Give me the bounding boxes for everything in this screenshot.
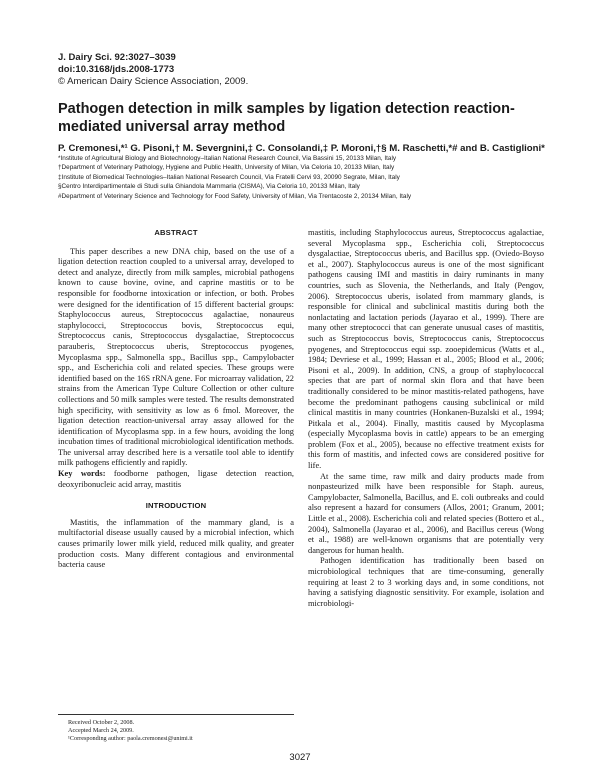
doi[interactable]: doi:10.3168/jds.2008-1773 bbox=[58, 64, 175, 75]
author-list: P. Cremonesi,*¹ G. Pisoni,† M. Severgnini,‡ C. Consolandi,‡ P. Moroni,†§ M. Raschetti,*# and B. Castiglioni* bbox=[58, 143, 545, 154]
affiliation: †Department of Veterinary Pathology, Hygiene and Public Health, University of Milan, Via Celoria 10, 20133 Milan, Italy bbox=[58, 164, 395, 172]
affiliation: *Institute of Agricultural Biology and Biotechnology–Italian National Research Council, Via Bassini 15, 20133 Milan, Italy bbox=[58, 155, 397, 162]
introduction-heading: INTRODUCTION bbox=[145, 501, 207, 511]
affiliations bbox=[58, 154, 578, 201]
abstract-text: This paper describes a new DNA chip, based on the use of a ligation detection reaction coupled to a universal array, developed to detect and analyze, directly from milk samples, microbial pathogens known to cause bovine, ovine, and caprine mastitis or to be responsible for foodborne intoxication or infection, or both. Probes were designed for the identification of 15 different bacterial groups: Staphylococcus aureus, Streptococcus agalactiae, nonaureus staphylococci, Streptococcus bovis, Streptococcus equi, Streptococcus canis, Streptococcus dysgalactiae, Streptococcus parauberis, Streptococcus uberis, Streptococcus pyogenes, Mycoplasma spp., Salmonella spp., Bacillus spp., Campylobacter spp., and Escherichia coli and related species. These groups were identified based on the 16S rRNA gene. For microarray validation, 22 strains from the American Type Culture Collection or other culture collections and 50 milk samples were tested. The results demonstrated high specificity, with sensitivity as low as 6 fmol. Moreover, the ligation detection reaction-universal array assay allowed for the identification of Mycoplasma spp. in a few hours, avoiding the long incubation times of traditional microbiological identification methods. The universal array described here is a versatile tool able to identify milk pathogens efficiently and rapidly. bbox=[58, 246, 294, 468]
affiliation: §Centro Interdipartimentale di Studi sulla Ghiandola Mammaria (CISMA), Via Celoria 10, 20133 Milan, Italy bbox=[58, 183, 360, 191]
body-paragraph: At the same time, raw milk and dairy products made from nonpasteurized milk have been responsible for Staph. aureus, Campylobacter, Salmonella, Bacillus, and E. coli outbreaks and could also represent a hazard for consumers (Allos, 2001; Granum, 2001; Little et al., 2008). Escherichia coli and related species (Bottero et al., 2004), Salmonella (Jayarao et al., 2006), and Bacillus cereus (Wong et al., 1988) are well-known organisms that are potentially very dangerous for human health. bbox=[308, 471, 544, 555]
left-column bbox=[58, 228, 294, 571]
keywords bbox=[58, 469, 294, 490]
paper-title: Pathogen detection in milk samples by ligation detection reaction-mediated universal array method bbox=[58, 101, 515, 135]
accepted-date: Accepted March 24, 2009. bbox=[68, 727, 134, 735]
journal-reference: J. Dairy Sci. 92:3027–3039 bbox=[58, 52, 176, 63]
keywords-label: Key words: bbox=[58, 469, 106, 479]
journal-header bbox=[58, 52, 248, 88]
affiliation: #Department of Veterinary Science and Technology for Food Safety, University of Milan, Via Trentacoste 2, 20134 Milan, Italy bbox=[58, 192, 412, 200]
corresponding-author[interactable]: ¹Corresponding author: paola.cremonesi@unimi.it bbox=[68, 735, 193, 743]
received-date: Received October 2, 2008. bbox=[68, 719, 135, 726]
page-number: 3027 bbox=[289, 752, 311, 763]
right-column bbox=[308, 228, 544, 609]
introduction-text: Mastitis, the inflammation of the mammary gland, is a multifactorial disease usually caused by a microbial infection, which causes primarily lower milk yield, reduced milk quality, and greater production costs. Many different contagious and environmental bacteria cause bbox=[58, 517, 294, 570]
keywords-list: foodborne pathogen, ligase detection reaction, deoxyribonucleic acid array, mastitis bbox=[58, 469, 295, 489]
copyright: © American Dairy Science Association, 2009. bbox=[58, 76, 249, 87]
footnotes bbox=[58, 714, 294, 744]
body-paragraph: Pathogen identification has traditionally been based on microbiological techniques that are time-consuming, generally requiring at least 2 to 3 working days and, in some conditions, not having a satisfying diagnostic sensitivity. For example, isolation and microbiologi- bbox=[308, 556, 544, 608]
affiliation: ‡Institute of Biomedical Technologies–Italian National Research Council, Via Fratelli Cervi 93, 20090 Segrate, Milan, Italy bbox=[58, 173, 400, 181]
body-paragraph: mastitis, including Staphylococcus aureus, Streptococcus agalactiae, several Mycoplasma spp., Escherichia coli, Streptococcus dysgalactiae, Streptococcus uberis, and Bacillus spp. (Oviedo-Boyso et al., 2007). Staphylococcus aureus is one of the most significant pathogens causing IMI and mastitis in dairy ruminants in many countries, such as Slovenia, the Netherlands, and Italy (Pengov, 2006). Streptococcus uberis, isolated from mammary glands, is responsible for clinical and subclinical mastitis during both the nonlactating and lactation periods (Jayarao et al., 1999). There are many other streptococci that can generate unusual cases of mastitis, such as Streptococcus bovis, Streptococcus canis, Streptococcus pyogenes, and Streptococcus equi ssp. zooepidemicus (Watts et al., 1984; Devriese et al., 1999; Hassan et al., 2005; Blood et al., 2006; Pisoni et al., 2009). In addition, CNS, a group of staphylococcal species that are part of normal skin flora and that have been traditionally considered to be minor mastitis-related pathogens, have become the predominant pathogens causing subclinical or mild clinical mastitis in many countries (Honkanen-Buzalski et al., 1994; Pitkala et al., 2004). Finally, mastitis caused by Mycoplasma (especially Mycoplasma bovis in cattle) appears to be an emerging problem (Fox et al., 2005), because no effective treatment exists for this form of mastitis, and infected cows are considered positive for life. bbox=[308, 228, 544, 471]
abstract-heading: ABSTRACT bbox=[154, 228, 198, 237]
